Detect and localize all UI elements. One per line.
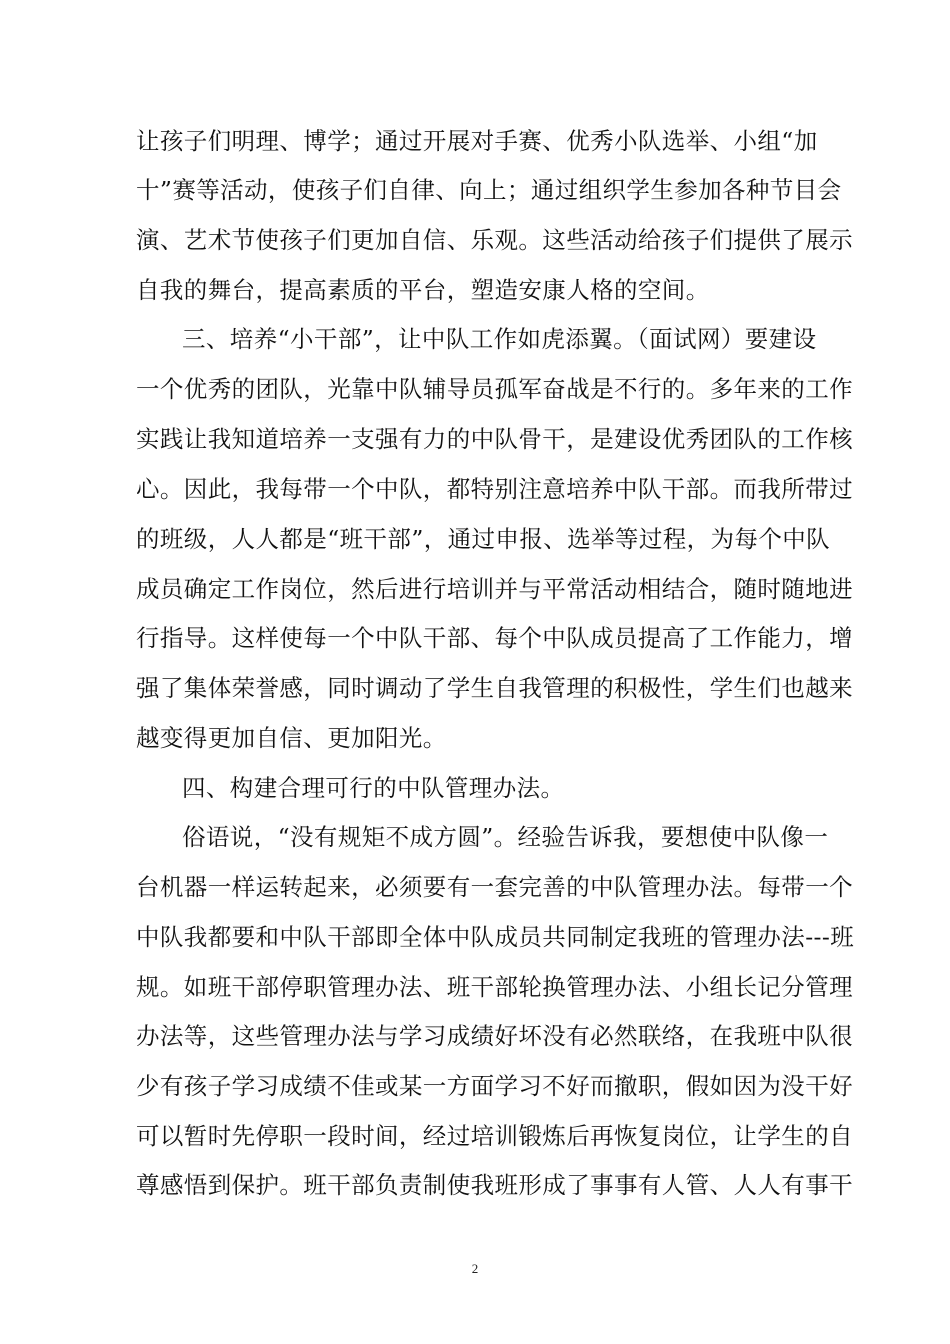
text-line-13: 越变得更加自信、更加阳光。 [136, 724, 447, 752]
text-line-4: 自我的舞台，提高素质的平台，塑造安康人格的空间。 [136, 276, 710, 304]
text-line-12: 强了集体荣誉感，同时调动了学生自我管理的积极性，学生们也越来 [136, 674, 853, 702]
text-line-20: 少有孩子学习成绩不佳或某一方面学习不好而撤职，假如因为没干好 [136, 1072, 853, 1100]
text-line-6: 一个优秀的团队，光靠中队辅导员孤军奋战是不行的。多年来的工作 [136, 375, 853, 403]
text-line-19: 办法等，这些管理办法与学习成绩好坏没有必然联络，在我班中队很 [136, 1022, 853, 1050]
text-line-16: 台机器一样运转起来，必须要有一套完善的中队管理办法。每带一个 [136, 873, 853, 901]
text-line-11: 行指导。这样使每一个中队干部、每个中队成员提高了工作能力，增 [136, 624, 853, 652]
text-line-7: 实践让我知道培养一支强有力的中队骨干，是建设优秀团队的工作核 [136, 425, 853, 453]
text-line-1: 让孩子们明理、博学；通过开展对手赛、优秀小队选举、小组“加 [136, 127, 818, 155]
text-line-22: 尊感悟到保护。班干部负责制使我班形成了事事有人管、人人有事干 [136, 1171, 853, 1199]
text-line-18: 规。如班干部停职管理办法、班干部轮换管理办法、小组长记分管理 [136, 973, 853, 1001]
text-line-8: 心。因此，我每带一个中队，都特别注意培养中队干部。而我所带过 [136, 475, 853, 503]
text-line-3: 演、艺术节使孩子们更加自信、乐观。这些活动给孩子们提供了展示 [136, 226, 853, 254]
text-line-21: 可以暂时先停职一段时间，经过培训锻炼后再恢复岗位，让学生的自 [136, 1122, 853, 1150]
page-number: 2 [471, 1261, 479, 1276]
section-three-heading-line: 三、培养“小干部”，让中队工作如虎添翼。（面试网）要建设 [182, 325, 817, 353]
text-line-9: 的班级，人人都是“班干部”，通过申报、选举等过程，为每个中队 [136, 525, 831, 553]
text-line-10: 成员确定工作岗位，然后进行培训并与平常活动相结合，随时随地进 [136, 575, 853, 603]
text-line-2: 十”赛等活动，使孩子们自律、向上；通过组织学生参加各种节目会 [136, 176, 842, 204]
text-line-15: 俗语说，“没有规矩不成方圆”。经验告诉我，要想使中队像一 [182, 823, 829, 851]
text-line-17: 中队我都要和中队干部即全体中队成员共同制定我班的管理办法---班 [136, 923, 855, 951]
section-four-heading: 四、构建合理可行的中队管理办法。 [182, 774, 565, 802]
